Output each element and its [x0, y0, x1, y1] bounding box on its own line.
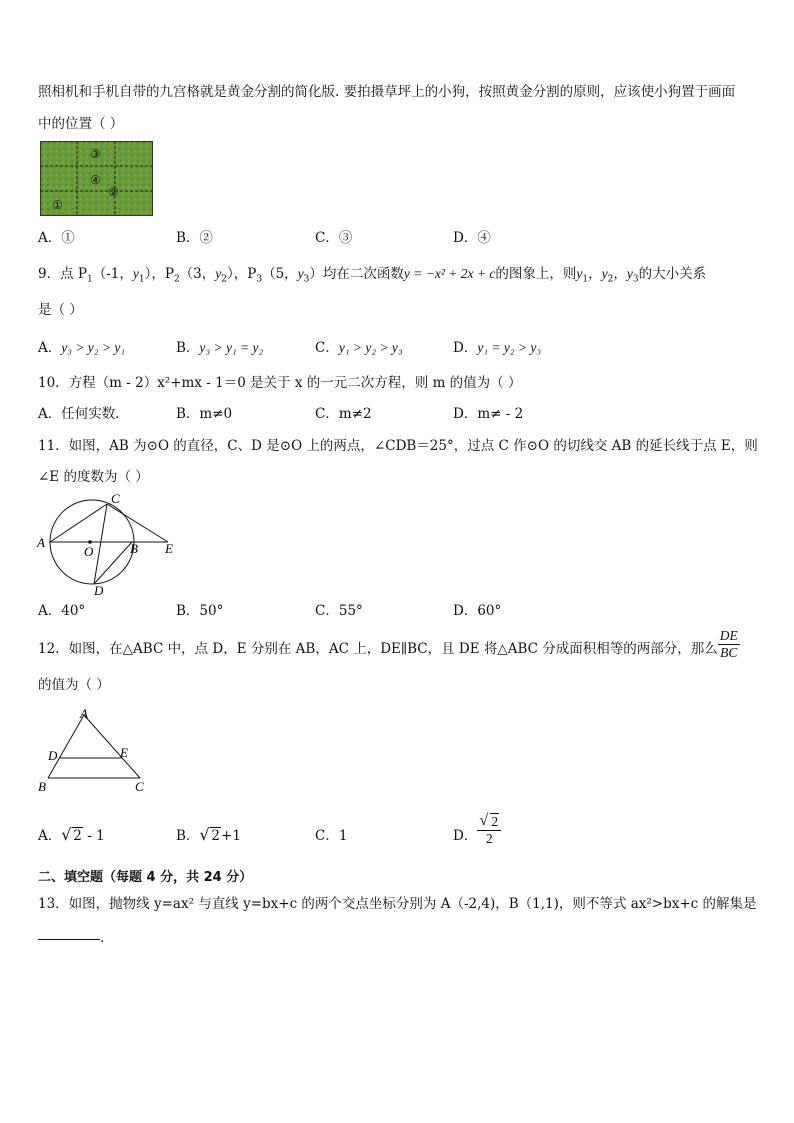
q13-stem-line1: 13．如图，抛物线 y=ax² 与直线 y=bx+c 的两个交点坐标分别为 A（-2,4)，B（1,1)，则不等式 ax²>bx+c 的解集是 [38, 896, 757, 912]
q9-function: y = −x² + 2x + c [403, 266, 496, 281]
label-d: D [94, 583, 104, 598]
label-d: D [48, 748, 58, 763]
q10-option-b[interactable]: B．m≠0 [176, 406, 233, 422]
section2-title: 二、填空题（每题 4 分，共 24 分） [38, 870, 253, 885]
q10-stem: 10．方程（m - 2）x²+mx - 1＝0 是关于 x 的一元二次方程，则 m 的值为（ ） [38, 375, 522, 391]
q11-option-b[interactable]: B．50° [176, 603, 224, 619]
q10-option-d[interactable]: D．m≠ - 2 [453, 406, 524, 422]
q12-fraction: $\frac{DE}{BC}$ [719, 628, 738, 660]
q8-option-c[interactable]: C．③ [315, 230, 353, 246]
q9-option-b[interactable]: B．y₃ > y₁ = y₂ [176, 340, 264, 356]
label-e: E [165, 541, 173, 556]
q8-option-a[interactable]: A．① [38, 230, 75, 246]
q12-stem-line1: 12．如图，在△ABC 中，点 D，E 分别在 AB，AC 上，DE∥BC，且 DE 将△ABC 分成面积相等的两部分，那么 $\frac{DE}{BC}$ [38, 628, 738, 660]
label-b: B [38, 779, 46, 794]
q12-option-c[interactable]: C．1 [315, 828, 348, 844]
q11-stem-line1: 11．如图，AB 为⊙O 的直径，C、D 是⊙O 上的两点，∠CDB＝25°，过点 C 作⊙O 的切线交 AB 的延长线于点 E，则 [38, 438, 758, 454]
label-e: E [120, 745, 128, 760]
q12-option-a[interactable]: A．√ 2 - 1 [38, 826, 105, 846]
q8-stem-line2: 中的位置（ ） [38, 116, 124, 132]
q11-option-c[interactable]: C．55° [315, 603, 363, 619]
side-ac [84, 715, 140, 778]
q9-option-d[interactable]: D．y₁ = y₂ > y₃ [453, 340, 542, 356]
grid-label-1: ① [52, 198, 63, 212]
grid-label-4: ④ [90, 173, 101, 187]
q9-suffix-text: 的图象上，则 [495, 266, 577, 282]
q10-option-c[interactable]: C．m≠2 [315, 406, 372, 422]
q10-option-a[interactable]: A．任何实数． [38, 406, 129, 422]
q13-end-period: . [100, 930, 105, 946]
grid-label-3: ③ [90, 147, 101, 161]
q11-option-a[interactable]: A．40° [38, 603, 86, 619]
q9-stem-line1: 9．点 $P_1(-1$，$y_1$），$P_2(3$，$y_2$），$P_3(5$，$y_3$）均在二次函数y = −x² + 2x + c的图象上，则$y_1$，$y_2$，$y_3$的大小关系 [38, 266, 707, 285]
q8-option-d[interactable]: D．④ [453, 230, 491, 246]
q9-option-a[interactable]: A．y₃ > y₂ > y₁ [38, 340, 126, 356]
q8-grid-figure [40, 141, 153, 216]
label-c: C [135, 779, 144, 794]
q8-option-b[interactable]: B．② [176, 230, 213, 246]
label-c: C [111, 491, 120, 506]
side-ab [48, 715, 84, 778]
q9-stem-line2: 是（ ） [38, 302, 83, 318]
q12-option-b[interactable]: B．√ 2+1 [176, 826, 241, 846]
tangent-ce [107, 504, 168, 542]
label-a: A [80, 706, 88, 721]
q12-option-d[interactable]: D． √ $\frac{2}{2}$ [453, 826, 501, 847]
q12-stem-line2: 的值为（ ） [38, 677, 110, 693]
q13-answer-blank[interactable] [38, 938, 100, 940]
chord-ac [50, 504, 107, 542]
grid-label-2: ② [108, 185, 119, 199]
q9-compare-text: 的大小关系 [638, 266, 707, 282]
label-o: O [84, 544, 94, 559]
q9-option-c[interactable]: C．y₁ > y₂ > y₃ [315, 340, 403, 356]
q11-circle-figure [34, 490, 184, 598]
q11-option-d[interactable]: D．60° [453, 603, 502, 619]
label-b: B [130, 541, 138, 556]
q9-mid-text: 均在二次函数 [322, 266, 404, 282]
q12-triangle-figure [34, 705, 154, 797]
q11-stem-line2: ∠E 的度数为（ ） [38, 469, 149, 485]
q8-stem-line1: 照相机和手机自带的九宫格就是黄金分割的简化版. 要拍摄草坪上的小狗，按照黄金分割的原则，应该使小狗置于画面 [38, 84, 736, 100]
label-a: A [37, 535, 45, 550]
